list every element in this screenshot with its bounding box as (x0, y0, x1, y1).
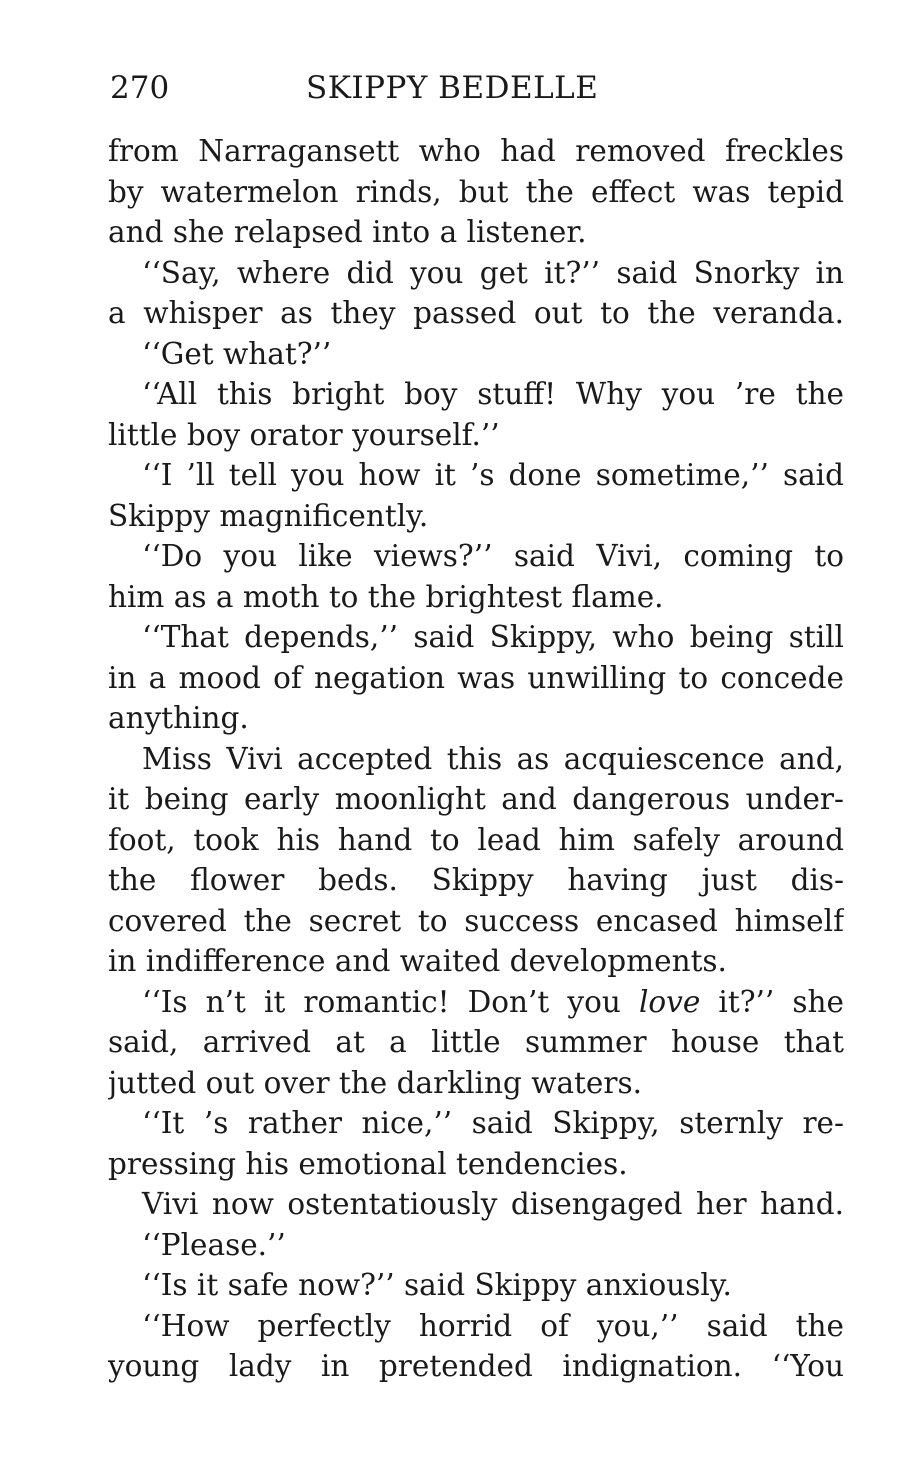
text-line-with-italic (108, 982, 844, 1023)
text-line: Vivi now ostentatiously disengaged her hand. (142, 1187, 844, 1221)
text-line: ‘‘I ’ll tell you how it ’s done sometime,’’ said (142, 458, 844, 492)
text-line: in a mood of negation was unwilling to concede (108, 660, 844, 695)
text-line: him as a moth to the brightest flame. (108, 579, 664, 614)
text-line: covered the secret to success encased himself (108, 903, 844, 938)
text-line: a whisper as they passed out to the veranda. (108, 296, 844, 330)
text-line: jutted out over the darkling waters. (108, 1065, 642, 1100)
page-number: 270 (110, 70, 170, 106)
text-line: ‘‘Get what?’’ (142, 336, 332, 371)
running-title: SKIPPY BEDELLE (306, 70, 599, 106)
text-line: ‘‘Please.’’ (142, 1227, 286, 1262)
text-line: Skippy magnificently. (108, 498, 429, 533)
text-line: said, arrived at a little summer house that (108, 1025, 844, 1059)
text-line: ‘‘Do you like views?’’ said Vivi, coming to (142, 539, 844, 573)
text-line: ‘‘How perfectly horrid of you,’’ said the (142, 1308, 844, 1343)
text-line: in indifference and waited developments. (108, 944, 727, 978)
text-line: ‘‘That depends,’’ said Skippy, who being still (142, 620, 844, 654)
text-line: ‘‘All this bright boy stuff! Why you ’re the (142, 377, 844, 411)
body-text (108, 131, 844, 1387)
page-header (110, 66, 843, 110)
text-line: from Narragansett who had removed freckles (108, 134, 844, 168)
text-line: it being early moonlight and dangerous under- (108, 782, 844, 816)
text-line: anything. (108, 701, 249, 735)
text-line: little boy orator yourself.’’ (108, 417, 500, 452)
text-segment: ‘‘Is n’t it romantic! Don’t you (142, 984, 639, 1019)
text-line: foot, took his hand to lead him safely around (108, 822, 844, 857)
text-line: ‘‘Is it safe now?’’ said Skippy anxiously. (142, 1268, 732, 1302)
text-segment: it?’’ she (700, 984, 844, 1019)
text-line: young lady in pretended indignation. ‘‘You (108, 1349, 844, 1383)
text-line: ‘‘It ’s rather nice,’’ said Skippy, sternly re- (142, 1106, 844, 1140)
text-line: by watermelon rinds, but the effect was tepid (108, 174, 844, 209)
italic-word: love (638, 984, 701, 1019)
text-line: pressing his emotional tendencies. (108, 1146, 628, 1181)
text-line: and she relapsed into a listener. (108, 215, 587, 249)
text-line: Miss Vivi accepted this as acquiescence and, (142, 741, 844, 776)
text-line: the flower beds. Skippy having just dis- (108, 863, 844, 897)
text-line: ‘‘Say, where did you get it?’’ said Snorky in (142, 255, 844, 290)
